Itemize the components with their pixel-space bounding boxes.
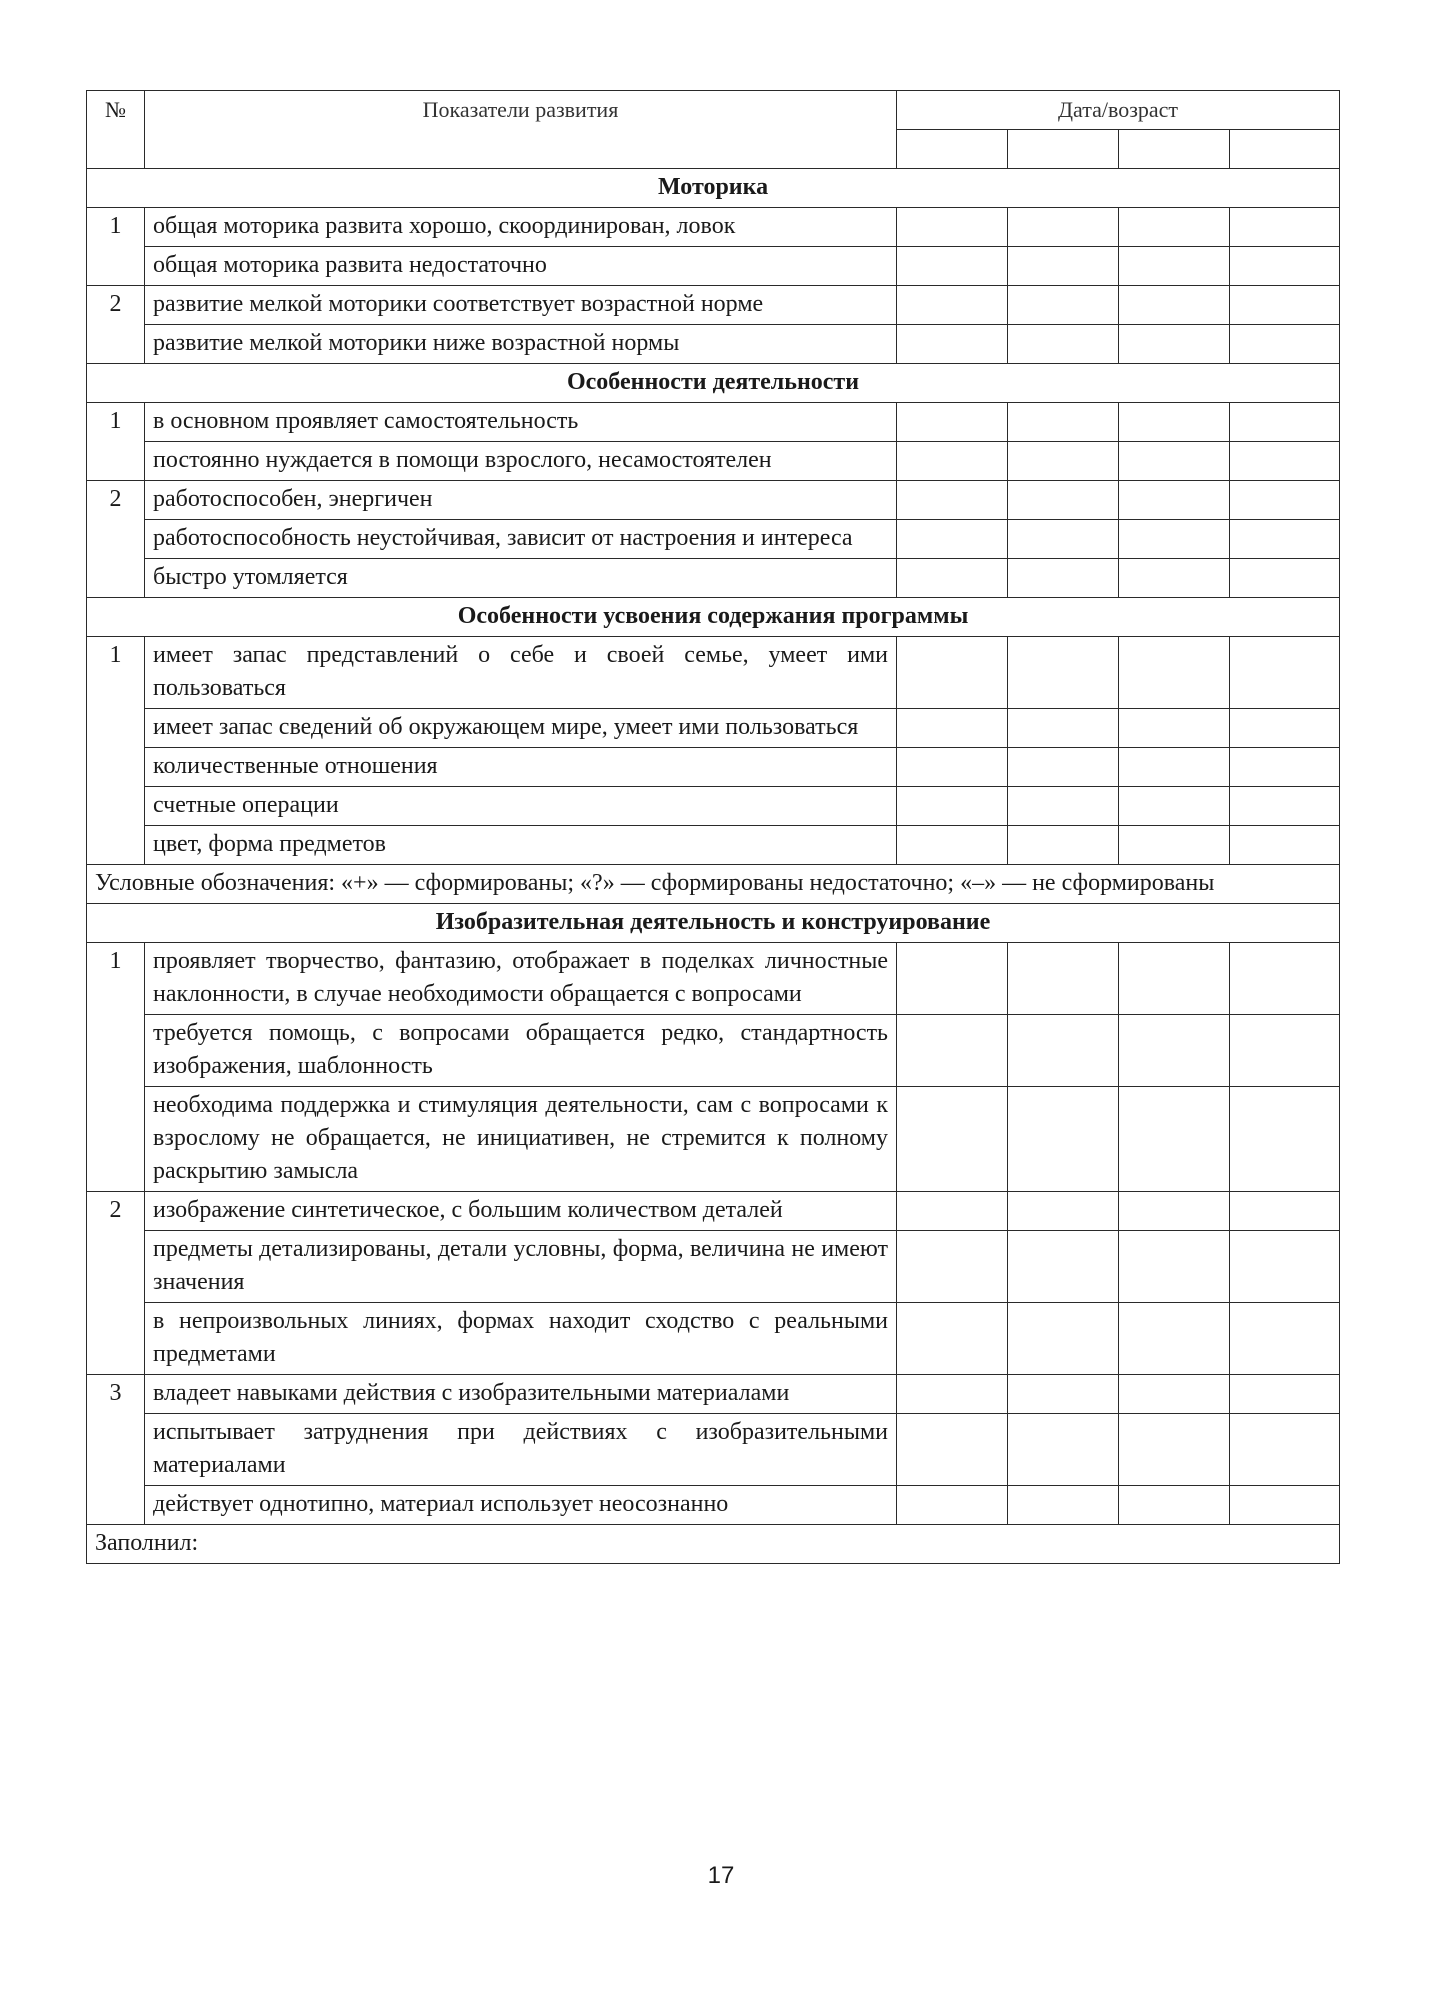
group-number: 2 xyxy=(87,1192,145,1375)
date-mark-cell[interactable] xyxy=(1230,826,1340,865)
indicator-row xyxy=(87,787,1340,826)
date-mark-cell[interactable] xyxy=(1230,787,1340,826)
group-number: 1 xyxy=(87,208,145,286)
indicator-row xyxy=(87,559,1340,598)
date-mark-cell[interactable] xyxy=(1119,559,1230,598)
date-mark-cell[interactable] xyxy=(1230,1375,1340,1414)
group-number: 1 xyxy=(87,943,145,1192)
date-mark-cell[interactable] xyxy=(1230,442,1340,481)
indicator-row xyxy=(87,637,1340,709)
date-mark-cell[interactable] xyxy=(1230,1192,1340,1231)
indicator-row xyxy=(87,481,1340,520)
date-mark-cell[interactable] xyxy=(897,559,1008,598)
section-row xyxy=(87,364,1340,403)
date-mark-cell[interactable] xyxy=(1119,1087,1230,1192)
section-title: Особенности деятельности xyxy=(87,364,1340,403)
indicator-row xyxy=(87,1015,1340,1087)
date-mark-cell[interactable] xyxy=(1008,1231,1119,1303)
date-mark-cell[interactable] xyxy=(1008,1192,1119,1231)
date-mark-cell[interactable] xyxy=(1119,286,1230,325)
indicator-text: количественные отношения xyxy=(145,748,897,787)
date-mark-cell[interactable] xyxy=(1119,1414,1230,1486)
date-mark-cell[interactable] xyxy=(1008,1087,1119,1192)
date-mark-cell[interactable] xyxy=(1230,1486,1340,1525)
date-mark-cell[interactable] xyxy=(1230,403,1340,442)
date-mark-cell[interactable] xyxy=(1230,943,1340,1015)
date-mark-cell[interactable] xyxy=(1008,559,1119,598)
date-mark-cell[interactable] xyxy=(1008,1303,1119,1375)
indicator-text: предметы детализированы, детали условны, форма, величина не имеют значения xyxy=(145,1231,897,1303)
date-mark-cell[interactable] xyxy=(897,1486,1008,1525)
date-mark-cell[interactable] xyxy=(897,1231,1008,1303)
indicator-text: развитие мелкой моторики ниже возрастной нормы xyxy=(145,325,897,364)
date-mark-cell[interactable] xyxy=(1119,403,1230,442)
date-mark-cell[interactable] xyxy=(897,1192,1008,1231)
date-mark-cell[interactable] xyxy=(1008,826,1119,865)
date-mark-cell[interactable] xyxy=(1230,1231,1340,1303)
section-row xyxy=(87,169,1340,208)
indicator-row xyxy=(87,1414,1340,1486)
group-number: 1 xyxy=(87,403,145,481)
date-mark-cell[interactable] xyxy=(1119,637,1230,709)
indicator-text: работоспособен, энергичен xyxy=(145,481,897,520)
date-mark-cell[interactable] xyxy=(897,637,1008,709)
date-mark-cell[interactable] xyxy=(897,709,1008,748)
date-mark-cell[interactable] xyxy=(1119,709,1230,748)
section-title: Моторика xyxy=(87,169,1340,208)
date-mark-cell[interactable] xyxy=(1230,748,1340,787)
indicator-row xyxy=(87,247,1340,286)
section-title: Особенности усвоения содержания программы xyxy=(87,598,1340,637)
date-mark-cell[interactable] xyxy=(1119,520,1230,559)
indicator-text: имеет запас сведений об окружающем мире, умеет ими пользоваться xyxy=(145,709,897,748)
indicator-text: необходима поддержка и стимуляция деятельности, сам с вопросами к взрослому не обращается, не инициативен, не стремится к полному раскрытию замысла xyxy=(145,1087,897,1192)
date-mark-cell[interactable] xyxy=(1119,826,1230,865)
date-mark-cell[interactable] xyxy=(1119,1192,1230,1231)
date-mark-cell[interactable] xyxy=(1008,709,1119,748)
indicator-row xyxy=(87,1087,1340,1192)
date-mark-cell[interactable] xyxy=(1008,403,1119,442)
date-mark-cell[interactable] xyxy=(897,442,1008,481)
date-mark-cell[interactable] xyxy=(897,247,1008,286)
date-mark-cell[interactable] xyxy=(1230,1015,1340,1087)
header-date-age: Дата/возраст xyxy=(897,91,1340,130)
group-number: 1 xyxy=(87,637,145,865)
date-mark-cell[interactable] xyxy=(1008,481,1119,520)
indicator-text: счетные операции xyxy=(145,787,897,826)
indicator-text: владеет навыками действия с изобразительными материалами xyxy=(145,1375,897,1414)
indicator-row xyxy=(87,709,1340,748)
indicator-row xyxy=(87,1231,1340,1303)
indicator-text: цвет, форма предметов xyxy=(145,826,897,865)
section-row xyxy=(87,598,1340,637)
development-form-table xyxy=(86,90,1340,1564)
indicator-text: работоспособность неустойчивая, зависит от настроения и интереса xyxy=(145,520,897,559)
date-mark-cell[interactable] xyxy=(1119,208,1230,247)
date-mark-cell[interactable] xyxy=(897,208,1008,247)
indicator-text: постоянно нуждается в помощи взрослого, несамостоятелен xyxy=(145,442,897,481)
date-mark-cell[interactable] xyxy=(1230,520,1340,559)
indicator-text: развитие мелкой моторики соответствует возрастной норме xyxy=(145,286,897,325)
date-mark-cell[interactable] xyxy=(897,520,1008,559)
date-mark-cell[interactable] xyxy=(1008,325,1119,364)
date-mark-cell[interactable] xyxy=(1008,1015,1119,1087)
section-title: Изобразительная деятельность и конструирование xyxy=(87,904,1340,943)
date-mark-cell[interactable] xyxy=(1119,481,1230,520)
date-mark-cell[interactable] xyxy=(1230,559,1340,598)
date-mark-cell[interactable] xyxy=(1119,943,1230,1015)
date-mark-cell[interactable] xyxy=(1008,208,1119,247)
date-mark-cell[interactable] xyxy=(897,1303,1008,1375)
date-mark-cell[interactable] xyxy=(1230,1414,1340,1486)
indicator-text: проявляет творчество, фантазию, отображает в поделках личностные наклонности, в случае необходимости обращается с вопросами xyxy=(145,943,897,1015)
indicator-text: быстро утомляется xyxy=(145,559,897,598)
date-column-cell[interactable] xyxy=(1230,130,1340,169)
date-column-cell[interactable] xyxy=(897,130,1008,169)
date-mark-cell[interactable] xyxy=(897,943,1008,1015)
date-mark-cell[interactable] xyxy=(1230,1087,1340,1192)
indicator-text: общая моторика развита недостаточно xyxy=(145,247,897,286)
indicator-row xyxy=(87,1192,1340,1231)
section-row xyxy=(87,904,1340,943)
indicator-row xyxy=(87,286,1340,325)
date-column-cell[interactable] xyxy=(1008,130,1119,169)
date-mark-cell[interactable] xyxy=(897,748,1008,787)
date-mark-cell[interactable] xyxy=(897,286,1008,325)
indicator-row xyxy=(87,748,1340,787)
indicator-text: общая моторика развита хорошо, скоординирован, ловок xyxy=(145,208,897,247)
date-mark-cell[interactable] xyxy=(1008,1414,1119,1486)
form-body xyxy=(87,91,1340,1564)
group-number: 3 xyxy=(87,1375,145,1525)
date-mark-cell[interactable] xyxy=(1230,1303,1340,1375)
date-mark-cell[interactable] xyxy=(1119,1486,1230,1525)
date-mark-cell[interactable] xyxy=(1230,637,1340,709)
page-number: 17 xyxy=(707,1862,735,1889)
date-mark-cell[interactable] xyxy=(1008,286,1119,325)
indicator-text: изображение синтетическое, с большим количеством деталей xyxy=(145,1192,897,1231)
date-mark-cell[interactable] xyxy=(1008,787,1119,826)
group-number: 2 xyxy=(87,286,145,364)
date-mark-cell[interactable] xyxy=(1230,208,1340,247)
header-num: № xyxy=(87,91,145,169)
indicator-row xyxy=(87,325,1340,364)
date-mark-cell[interactable] xyxy=(897,1414,1008,1486)
indicator-row xyxy=(87,1375,1340,1414)
date-mark-cell[interactable] xyxy=(1008,748,1119,787)
date-mark-cell[interactable] xyxy=(1230,286,1340,325)
date-mark-cell[interactable] xyxy=(1119,1231,1230,1303)
date-mark-cell[interactable] xyxy=(1230,481,1340,520)
date-mark-cell[interactable] xyxy=(1008,637,1119,709)
indicator-text: испытывает затруднения при действиях с изобразительными материалами xyxy=(145,1414,897,1486)
date-mark-cell[interactable] xyxy=(1008,520,1119,559)
date-mark-cell[interactable] xyxy=(1008,1375,1119,1414)
date-mark-cell[interactable] xyxy=(1008,943,1119,1015)
date-mark-cell[interactable] xyxy=(897,787,1008,826)
date-mark-cell[interactable] xyxy=(1230,709,1340,748)
indicator-row xyxy=(87,403,1340,442)
date-mark-cell[interactable] xyxy=(1119,1303,1230,1375)
header-row xyxy=(87,91,1340,130)
indicator-row xyxy=(87,826,1340,865)
header-indicators: Показатели развития xyxy=(145,91,897,169)
legend-note: Условные обозначения: «+» — сформированы; «?» — сформированы недостаточно; «–» — не сформированы xyxy=(87,865,1340,904)
indicator-row xyxy=(87,208,1340,247)
date-mark-cell[interactable] xyxy=(1119,325,1230,364)
indicator-row xyxy=(87,520,1340,559)
indicator-row xyxy=(87,442,1340,481)
date-mark-cell[interactable] xyxy=(1230,247,1340,286)
date-mark-cell[interactable] xyxy=(1119,247,1230,286)
date-mark-cell[interactable] xyxy=(897,325,1008,364)
date-mark-cell[interactable] xyxy=(1119,1375,1230,1414)
indicator-row xyxy=(87,1486,1340,1525)
date-mark-cell[interactable] xyxy=(1008,1486,1119,1525)
date-mark-cell[interactable] xyxy=(1008,442,1119,481)
date-mark-cell[interactable] xyxy=(1230,325,1340,364)
indicator-text: действует однотипно, материал использует неосознанно xyxy=(145,1486,897,1525)
indicator-text: в непроизвольных линиях, формах находит сходство с реальными предметами xyxy=(145,1303,897,1375)
date-mark-cell[interactable] xyxy=(1119,787,1230,826)
date-mark-cell[interactable] xyxy=(1119,442,1230,481)
indicator-text: имеет запас представлений о себе и своей семье, умеет ими пользоваться xyxy=(145,637,897,709)
indicator-row xyxy=(87,943,1340,1015)
group-number: 2 xyxy=(87,481,145,598)
indicator-text: в основном проявляет самостоятельность xyxy=(145,403,897,442)
filled-by-field: Заполнил: xyxy=(87,1525,1340,1564)
date-mark-cell[interactable] xyxy=(1119,748,1230,787)
date-mark-cell[interactable] xyxy=(897,1087,1008,1192)
filled-by-field-row xyxy=(87,1525,1340,1564)
date-mark-cell[interactable] xyxy=(1119,1015,1230,1087)
date-mark-cell[interactable] xyxy=(897,1375,1008,1414)
date-mark-cell[interactable] xyxy=(897,481,1008,520)
date-mark-cell[interactable] xyxy=(897,1015,1008,1087)
indicator-text: требуется помощь, с вопросами обращается редко, стандартность изображения, шаблонность xyxy=(145,1015,897,1087)
date-column-cell[interactable] xyxy=(1119,130,1230,169)
date-mark-cell[interactable] xyxy=(897,403,1008,442)
date-mark-cell[interactable] xyxy=(1008,247,1119,286)
date-mark-cell[interactable] xyxy=(897,826,1008,865)
indicator-row xyxy=(87,1303,1340,1375)
legend-note-row xyxy=(87,865,1340,904)
